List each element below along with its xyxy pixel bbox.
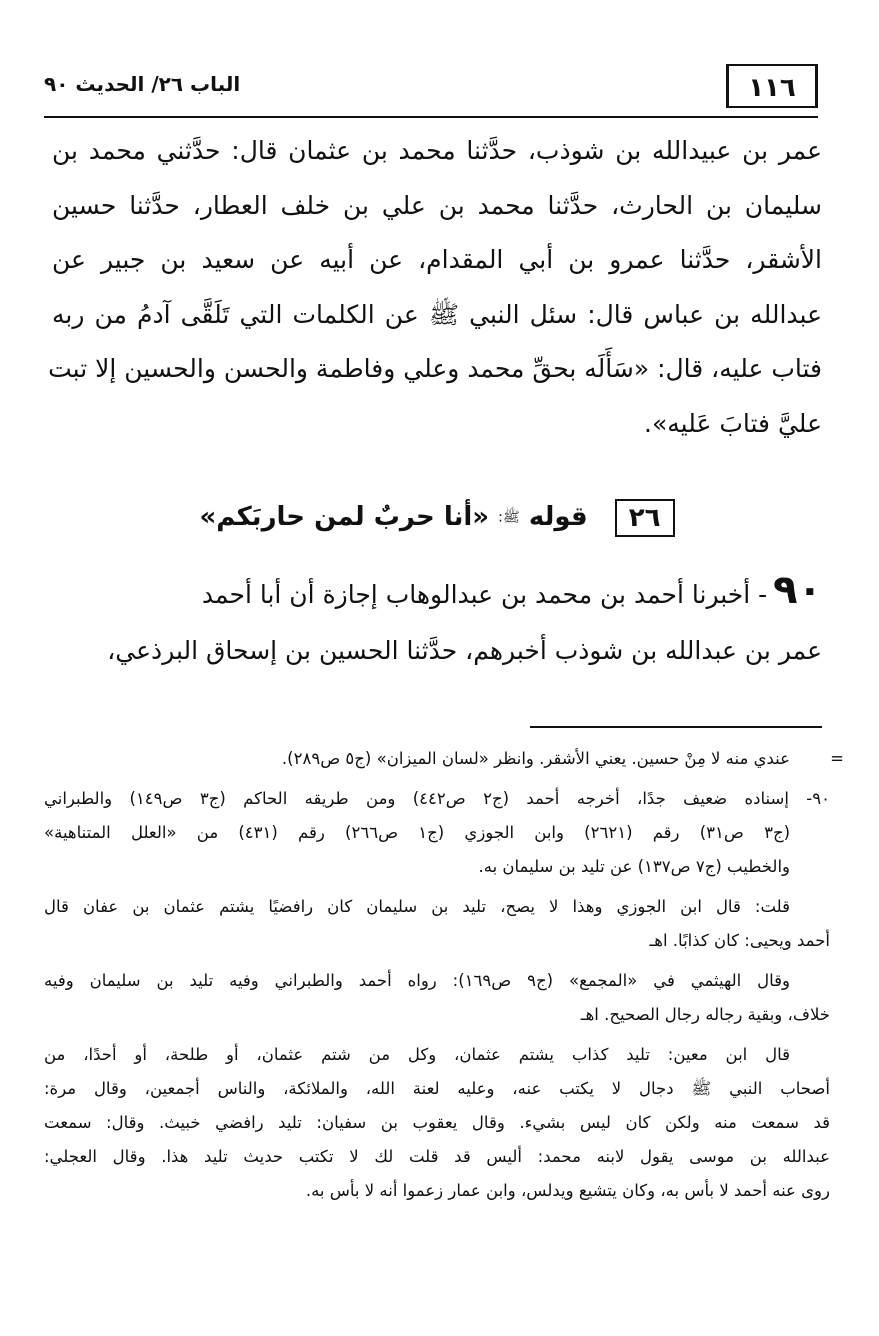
main-text: [48, 124, 822, 451]
hadith-line: عمر بن عبدالله بن شوذب أخبرهم، حدَّثنا الحسين بن إسحاق البرذعي،: [107, 636, 822, 665]
footnote-line: قلت: قال ابن الجوزي وهذا لا يصح، تليد بن سليمان كان رافضيًا يشتم عثمان بن عفان قال: [44, 897, 790, 916]
hadith-number: ٩٠: [773, 567, 822, 613]
footnote-line: أصحاب النبي ﷺ دجال لا يكتب عنه، وعليه لعنة الله، والملائكة، والناس أجمعين، وقال مرة:: [44, 1079, 830, 1098]
section-label: قوله: [528, 502, 588, 532]
section-heading: [52, 492, 822, 543]
hadith-90: [52, 562, 822, 679]
footnote-paragraph: [44, 1038, 830, 1208]
footnote-paragraph: [44, 890, 830, 958]
text-line: عمر بن عبيدالله بن شوذب، حدَّثنا محمد بن عثمان قال: حدَّثني محمد بن: [52, 136, 822, 165]
text-line: عبدالله بن عباس قال: سئل النبي ﷺ عن الكلمات التي تَلَقَّى آدمُ من ربه: [52, 299, 822, 329]
footnote-line: عبدالله بن موسى يقول لابنه محمد: أليس قد قلت لك لا تكتب حديث تليد هذا. وقال العجلي:: [44, 1147, 830, 1166]
footnotes: [44, 742, 844, 1208]
salawat-glyph: ﷺ:: [498, 509, 520, 526]
footnote-line: قال ابن معين: تليد كذاب يشتم عثمان، وكل من شتم عثمان، أو طلحة، أو أحدًا، من: [44, 1045, 790, 1064]
footnote-line: روى عنه أحمد لا بأس به، وكان يتشيع ويدلس، وابن عمار زعموا أنه لا بأس به.: [305, 1181, 830, 1200]
section-title: «أنا حربٌ لمن حاربَكم»: [199, 502, 490, 532]
text-line: فتاب عليه، قال: «سَأَلَه بحقِّ محمد وعلي وفاطمة والحسن والحسين إلا تبت: [48, 354, 822, 383]
footnote-line: خلاف، وبقية رجاله رجال الصحيح. اهـ: [580, 1005, 830, 1024]
text-line: عليَّ فتابَ عَليه».: [644, 408, 822, 438]
text-line: الأشقر، حدَّثنا عمرو بن أبي المقدام، عن أبيه عن سعيد بن جبير عن: [52, 245, 822, 274]
footnote-line: أحمد ويحيى: كان كذابًا. اهـ: [649, 931, 830, 950]
footnote-continuation: عندي منه لا مِنْ حسين. يعني الأشقر. وانظر «لسان الميزان» (ج٥ ص٢٨٩).: [281, 749, 790, 768]
footnote-line: قد سمعت منه ولكن كان ليس بشيء. وقال يعقوب بن سفيان: تليد رافضي خبيث. وقال: سمعت: [44, 1113, 830, 1132]
footnote-line: وقال الهيثمي في «المجمع» (ج٩ ص١٦٩): رواه أحمد والطبراني وفيه تليد بن سليمان وفيه: [44, 971, 790, 990]
footnote-line: والخطيب (ج٧ ص١٣٧) عن تليد بن سليمان به.: [478, 857, 790, 876]
section-number: ٢٦: [615, 499, 675, 537]
footnote-separator: [530, 726, 822, 728]
page-header: [44, 58, 818, 118]
footnote-90: [44, 782, 830, 884]
footnote-paragraph: [44, 964, 830, 1032]
page-number: ١١٦: [726, 64, 818, 108]
continuation-mark: =: [830, 749, 844, 768]
hadith-line: - أخبرنا أحمد بن محمد بن عبدالوهاب إجازة أن أبا أحمد: [201, 580, 768, 609]
running-title: الباب ٢٦/ الحديث ٩٠: [44, 72, 241, 96]
text-line: سليمان بن الحارث، حدَّثنا محمد بن علي بن خلف العطار، حدَّثنا حسين: [52, 190, 822, 220]
footnote-line: ٩٠- إسناده ضعيف جدًا، أخرجه أحمد (ج٢ ص٤٤٢) ومن طريقه الحاكم (ج٣ ص١٤٩) والطبراني: [44, 789, 830, 808]
footnote-line: (ج٣ ص٣١) رقم (٢٦٢١) وابن الجوزي (ج١ ص٢٦٦) رقم (٤٣١) من «العلل المتناهية»: [44, 823, 791, 842]
header-rule: [44, 116, 818, 118]
